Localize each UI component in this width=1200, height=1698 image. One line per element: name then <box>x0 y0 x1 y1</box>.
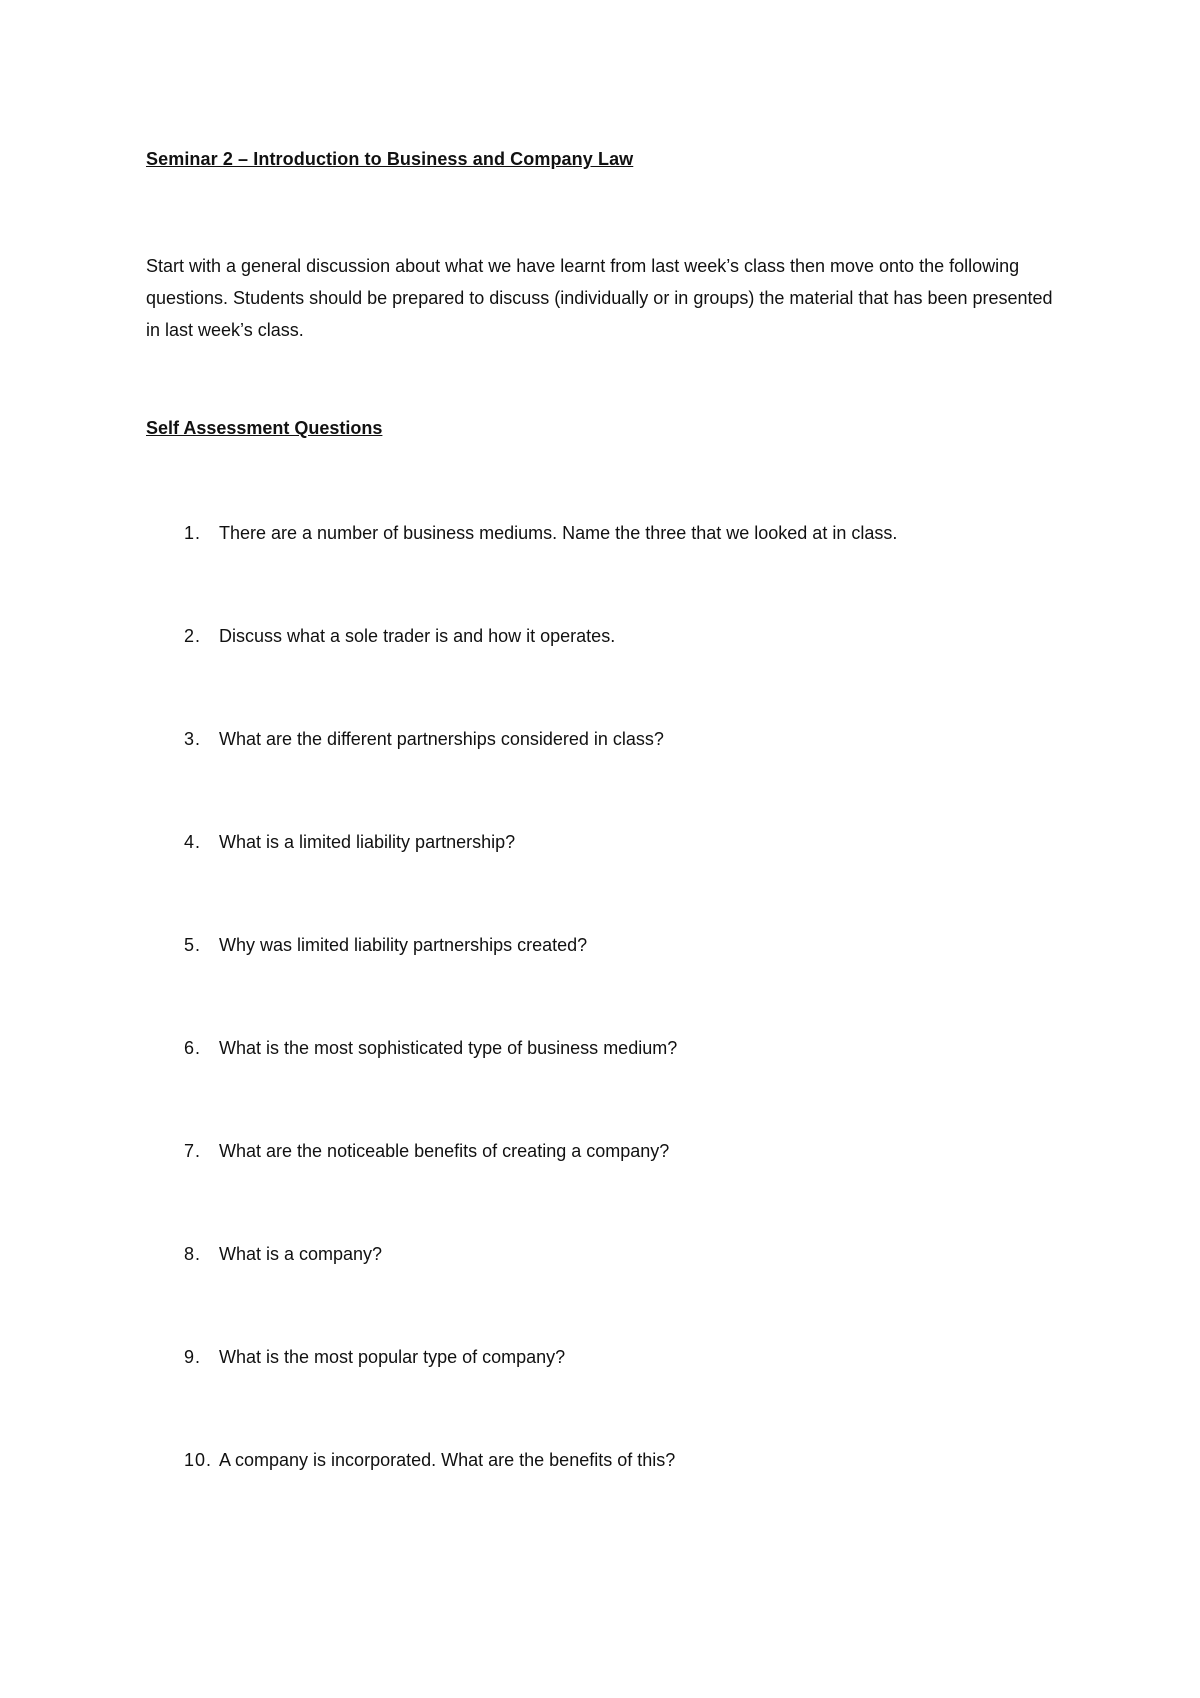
question-text: What is a limited liability partnership? <box>219 832 516 852</box>
question-item <box>146 1346 1046 1368</box>
intro-paragraph: Start with a general discussion about what we have learnt from last week’s class then move onto the following questions. Students should be prepared to discuss (individually or in groups) the material that has been presented in last week’s class. <box>146 256 1053 340</box>
question-number: 8. <box>184 1244 202 1264</box>
question-text: Discuss what a sole trader is and how it operates. <box>219 626 616 646</box>
question-item <box>146 1449 1046 1471</box>
question-text: There are a number of business mediums. Name the three that we looked at in class. <box>219 523 898 543</box>
question-text: Why was limited liability partnerships created? <box>219 935 588 955</box>
section-heading: Self Assessment Questions <box>146 418 383 438</box>
question-item <box>146 522 1046 544</box>
question-number: 3. <box>184 729 202 749</box>
question-number: 2. <box>184 626 202 646</box>
question-item <box>146 728 1046 750</box>
question-item <box>146 1140 1046 1162</box>
question-number: 6. <box>184 1038 202 1058</box>
question-number: 9. <box>184 1347 202 1367</box>
question-text: What are the different partnerships considered in class? <box>219 729 664 749</box>
question-number: 10. <box>184 1450 213 1470</box>
question-text: A company is incorporated. What are the benefits of this? <box>219 1450 676 1470</box>
question-number: 5. <box>184 935 202 955</box>
question-text: What is the most popular type of company? <box>219 1347 566 1367</box>
question-text: What is a company? <box>219 1244 383 1264</box>
question-text: What is the most sophisticated type of business medium? <box>219 1038 678 1058</box>
document-title: Seminar 2 – Introduction to Business and Company Law <box>146 149 634 169</box>
question-item <box>146 831 1046 853</box>
question-item <box>146 1037 1046 1059</box>
question-item <box>146 1243 1046 1265</box>
question-text: What are the noticeable benefits of creating a company? <box>219 1141 670 1161</box>
question-item <box>146 934 1046 956</box>
question-number: 7. <box>184 1141 202 1161</box>
question-number: 1. <box>184 523 202 543</box>
question-item <box>146 625 1046 647</box>
question-number: 4. <box>184 832 202 852</box>
